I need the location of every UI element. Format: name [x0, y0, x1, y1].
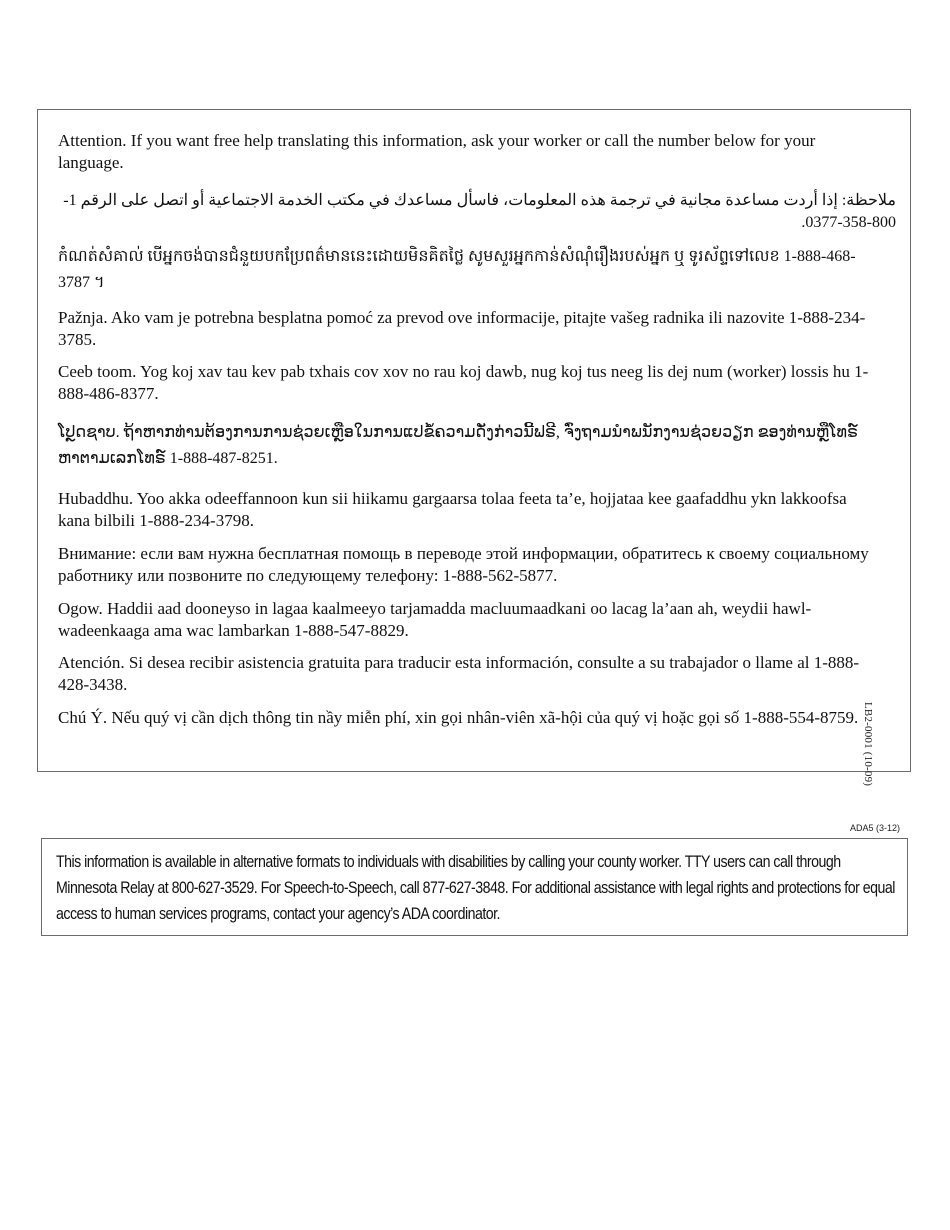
ada-form-code: ADA5 (3-12): [849, 823, 900, 833]
notice-khmer: កំណត់សំគាល់ បើអ្នកចង់បានជំនួយបកប្រែពត៌មាននេះដោយមិនគិតថ្លៃ សូមសួរអ្នកកាន់សំណុំរឿងរបស់អ្នក ឬ ទូរស័ព្ទទៅលេខ 1-888-468-3787 ។: [58, 248, 856, 291]
notice-hmong: Ceeb toom. Yog koj xav tau kev pab txhais cov xov no rau koj dawb, nug koj tus neeg lis dej num (worker) lossis hu 1-888-486-8377.: [58, 362, 869, 403]
notice-vietnamese: Chú Ý. Nếu quý vị cần dịch thông tin nầy miễn phí, xin gọi nhân-viên xã-hội của quý vị hoặc gọi số 1-888-554-8759.: [58, 708, 859, 727]
notice-english: Attention. If you want free help translating this information, ask your worker or call the number below for your language.: [58, 131, 816, 172]
notice-bosnian: Pažnja. Ako vam je potrebna besplatna pomoć za prevod ove informacije, pitajte vašeg radnika ili nazovite 1-888-234-3785.: [58, 308, 866, 349]
language-notice-box: [37, 109, 911, 787]
form-code: LB2-0001 (10-09): [862, 702, 874, 787]
ada-notice-box: [41, 838, 908, 936]
ada-notice-text: This information is available in alternative formats to individuals with disabilities by calling your county worker. TTY users can call through Minnesota Relay at 800-627-3529. For Speech-to-Speech, call 877-627-3848. For additional assistance with legal rights and protections for equal access to human services programs, contact your agency’s ADA coordinator.: [56, 853, 895, 923]
notice-lao: ໂປຼດຊາບ. ຖ້າຫາກທ່ານຕ້ອງການການຊ່ວຍເຫຼືອໃນການແປຂໍ້ຄວາມດັ່ງກ່າວນີ້ຟຣີ, ຈົ່ງຖາມນຳພນັກງານຊ່ວຍວຽກ ຂອງທ່ານຫຼືໂທຣ໌ຫາຕາມເລກໂທຣ໌ 1-888-487-8251.: [58, 424, 858, 467]
notice-oromo: Hubaddhu. Yoo akka odeeffannoon kun sii hiikamu gargaarsa tolaa feeta ta’e, hojjataa kee gaafaddhu ykn lakkoofsa kana bilbili 1-888-234-3798.: [58, 489, 847, 530]
notice-spanish: Atención. Si desea recibir asistencia gratuita para traducir esta información, consulte a su trabajador o llame al 1-888-428-3438.: [58, 653, 860, 694]
notice-somali: Ogow. Haddii aad dooneyso in lagaa kaalmeeyo tarjamadda macluumaadkani oo lacag la’aan ah, weydii hawl-wadeenkaaga ama wac lambarkan 1-888-547-8829.: [58, 599, 812, 640]
notice-russian: Внимание: если вам нужна бесплатная помощь в переводе этой информации, обратитесь к своему социальному работнику или позвоните по следующему телефону: 1-888-562-5877.: [58, 544, 869, 585]
notice-arabic: ملاحظة: إذا أردت مساعدة مجانية في ترجمة هذه المعلومات، فاسأل مساعدك في مكتب الخدمة الاجتماعية أو اتصل على الرقم 1-800-358-0377.: [63, 192, 896, 231]
